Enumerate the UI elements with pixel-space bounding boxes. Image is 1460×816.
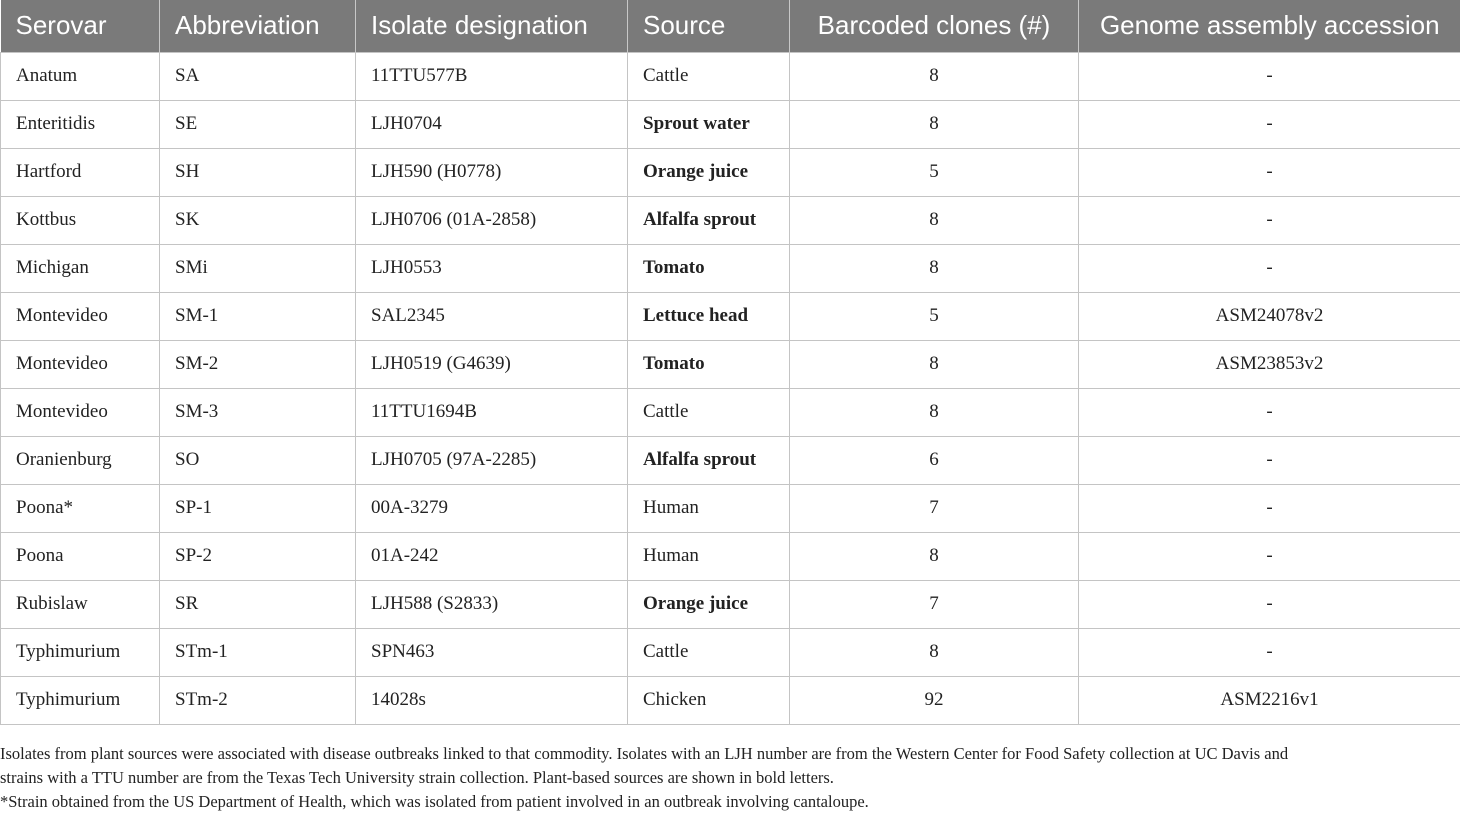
table-row <box>1 148 1460 196</box>
cell-serovar: Montevideo <box>1 388 160 436</box>
table-row <box>1 388 1460 436</box>
cell-genome-accession: - <box>1079 100 1460 148</box>
cell-barcoded-clones: 8 <box>790 532 1079 580</box>
table-row <box>1 340 1460 388</box>
cell-isolate-designation: LJH0519 (G4639) <box>356 340 628 388</box>
cell-abbreviation: SMi <box>160 244 356 292</box>
cell-abbreviation: SP-1 <box>160 484 356 532</box>
cell-genome-accession: - <box>1079 52 1460 100</box>
table-body <box>1 52 1460 724</box>
header-serovar: Serovar <box>1 0 160 52</box>
header-isolate-designation: Isolate designation <box>356 0 628 52</box>
cell-barcoded-clones: 92 <box>790 676 1079 724</box>
cell-genome-accession: - <box>1079 532 1460 580</box>
cell-barcoded-clones: 6 <box>790 436 1079 484</box>
cell-source: Alfalfa sprout <box>628 436 790 484</box>
cell-abbreviation: SK <box>160 196 356 244</box>
cell-barcoded-clones: 8 <box>790 100 1079 148</box>
cell-genome-accession: - <box>1079 244 1460 292</box>
cell-abbreviation: SO <box>160 436 356 484</box>
cell-genome-accession: - <box>1079 484 1460 532</box>
cell-serovar: Enteritidis <box>1 100 160 148</box>
cell-abbreviation: STm-1 <box>160 628 356 676</box>
table-row <box>1 100 1460 148</box>
cell-source: Orange juice <box>628 580 790 628</box>
table-row <box>1 292 1460 340</box>
cell-barcoded-clones: 8 <box>790 340 1079 388</box>
cell-serovar: Typhimurium <box>1 676 160 724</box>
cell-barcoded-clones: 8 <box>790 244 1079 292</box>
cell-barcoded-clones: 5 <box>790 292 1079 340</box>
cell-isolate-designation: 11TTU1694B <box>356 388 628 436</box>
cell-abbreviation: SH <box>160 148 356 196</box>
cell-barcoded-clones: 8 <box>790 196 1079 244</box>
table-header <box>1 0 1460 52</box>
cell-serovar: Montevideo <box>1 292 160 340</box>
cell-barcoded-clones: 5 <box>790 148 1079 196</box>
header-barcoded-clones: Barcoded clones (#) <box>790 0 1079 52</box>
header-genome-accession: Genome assembly accession <box>1079 0 1460 52</box>
cell-genome-accession: - <box>1079 436 1460 484</box>
cell-isolate-designation: 00A-3279 <box>356 484 628 532</box>
table-row <box>1 580 1460 628</box>
header-source: Source <box>628 0 790 52</box>
cell-source: Human <box>628 532 790 580</box>
cell-isolate-designation: 14028s <box>356 676 628 724</box>
cell-serovar: Oranienburg <box>1 436 160 484</box>
table-row <box>1 196 1460 244</box>
cell-isolate-designation: LJH588 (S2833) <box>356 580 628 628</box>
table-row <box>1 52 1460 100</box>
cell-isolate-designation: 01A-242 <box>356 532 628 580</box>
header-abbreviation: Abbreviation <box>160 0 356 52</box>
cell-source: Sprout water <box>628 100 790 148</box>
footnote-line: Isolates from plant sources were associated with disease outbreaks linked to that commodity. Isolates with an LJH number are from the Western Center for Food Safety collection at UC Davis and <box>0 744 1289 763</box>
cell-source: Cattle <box>628 628 790 676</box>
table-row <box>1 532 1460 580</box>
cell-serovar: Montevideo <box>1 340 160 388</box>
cell-abbreviation: SR <box>160 580 356 628</box>
cell-abbreviation: SM-1 <box>160 292 356 340</box>
table-row <box>1 484 1460 532</box>
cell-source: Orange juice <box>628 148 790 196</box>
cell-serovar: Typhimurium <box>1 628 160 676</box>
cell-source: Chicken <box>628 676 790 724</box>
table-row <box>1 676 1460 724</box>
cell-genome-accession: - <box>1079 388 1460 436</box>
cell-abbreviation: SM-3 <box>160 388 356 436</box>
cell-abbreviation: SM-2 <box>160 340 356 388</box>
cell-barcoded-clones: 7 <box>790 580 1079 628</box>
cell-genome-accession: ASM24078v2 <box>1079 292 1460 340</box>
cell-serovar: Michigan <box>1 244 160 292</box>
cell-serovar: Kottbus <box>1 196 160 244</box>
footnote-asterisk: *Strain obtained from the US Department of Health, which was isolated from patient involved in an outbreak involving cantaloupe. <box>0 792 869 811</box>
cell-isolate-designation: SAL2345 <box>356 292 628 340</box>
table-row <box>1 628 1460 676</box>
cell-genome-accession: - <box>1079 196 1460 244</box>
table-row <box>1 436 1460 484</box>
cell-source: Cattle <box>628 388 790 436</box>
cell-abbreviation: STm-2 <box>160 676 356 724</box>
cell-serovar: Rubislaw <box>1 580 160 628</box>
cell-source: Tomato <box>628 244 790 292</box>
cell-source: Tomato <box>628 340 790 388</box>
cell-serovar: Poona* <box>1 484 160 532</box>
footnote-line: strains with a TTU number are from the Texas Tech University strain collection. Plant-based sources are shown in bold letters. <box>0 768 834 787</box>
cell-abbreviation: SP-2 <box>160 532 356 580</box>
cell-genome-accession: - <box>1079 580 1460 628</box>
cell-genome-accession: ASM2216v1 <box>1079 676 1460 724</box>
cell-barcoded-clones: 8 <box>790 628 1079 676</box>
cell-isolate-designation: SPN463 <box>356 628 628 676</box>
cell-source: Lettuce head <box>628 292 790 340</box>
cell-genome-accession: ASM23853v2 <box>1079 340 1460 388</box>
cell-abbreviation: SA <box>160 52 356 100</box>
table-footnotes <box>0 742 1460 814</box>
cell-source: Alfalfa sprout <box>628 196 790 244</box>
cell-abbreviation: SE <box>160 100 356 148</box>
cell-barcoded-clones: 8 <box>790 388 1079 436</box>
cell-isolate-designation: LJH0705 (97A-2285) <box>356 436 628 484</box>
cell-isolate-designation: LJH0553 <box>356 244 628 292</box>
cell-isolate-designation: 11TTU577B <box>356 52 628 100</box>
cell-barcoded-clones: 8 <box>790 52 1079 100</box>
cell-source: Human <box>628 484 790 532</box>
header-row <box>1 0 1460 52</box>
cell-serovar: Anatum <box>1 52 160 100</box>
cell-serovar: Hartford <box>1 148 160 196</box>
cell-isolate-designation: LJH590 (H0778) <box>356 148 628 196</box>
table-row <box>1 244 1460 292</box>
cell-genome-accession: - <box>1079 148 1460 196</box>
cell-genome-accession: - <box>1079 628 1460 676</box>
cell-isolate-designation: LJH0704 <box>356 100 628 148</box>
cell-serovar: Poona <box>1 532 160 580</box>
cell-source: Cattle <box>628 52 790 100</box>
cell-barcoded-clones: 7 <box>790 484 1079 532</box>
cell-isolate-designation: LJH0706 (01A-2858) <box>356 196 628 244</box>
